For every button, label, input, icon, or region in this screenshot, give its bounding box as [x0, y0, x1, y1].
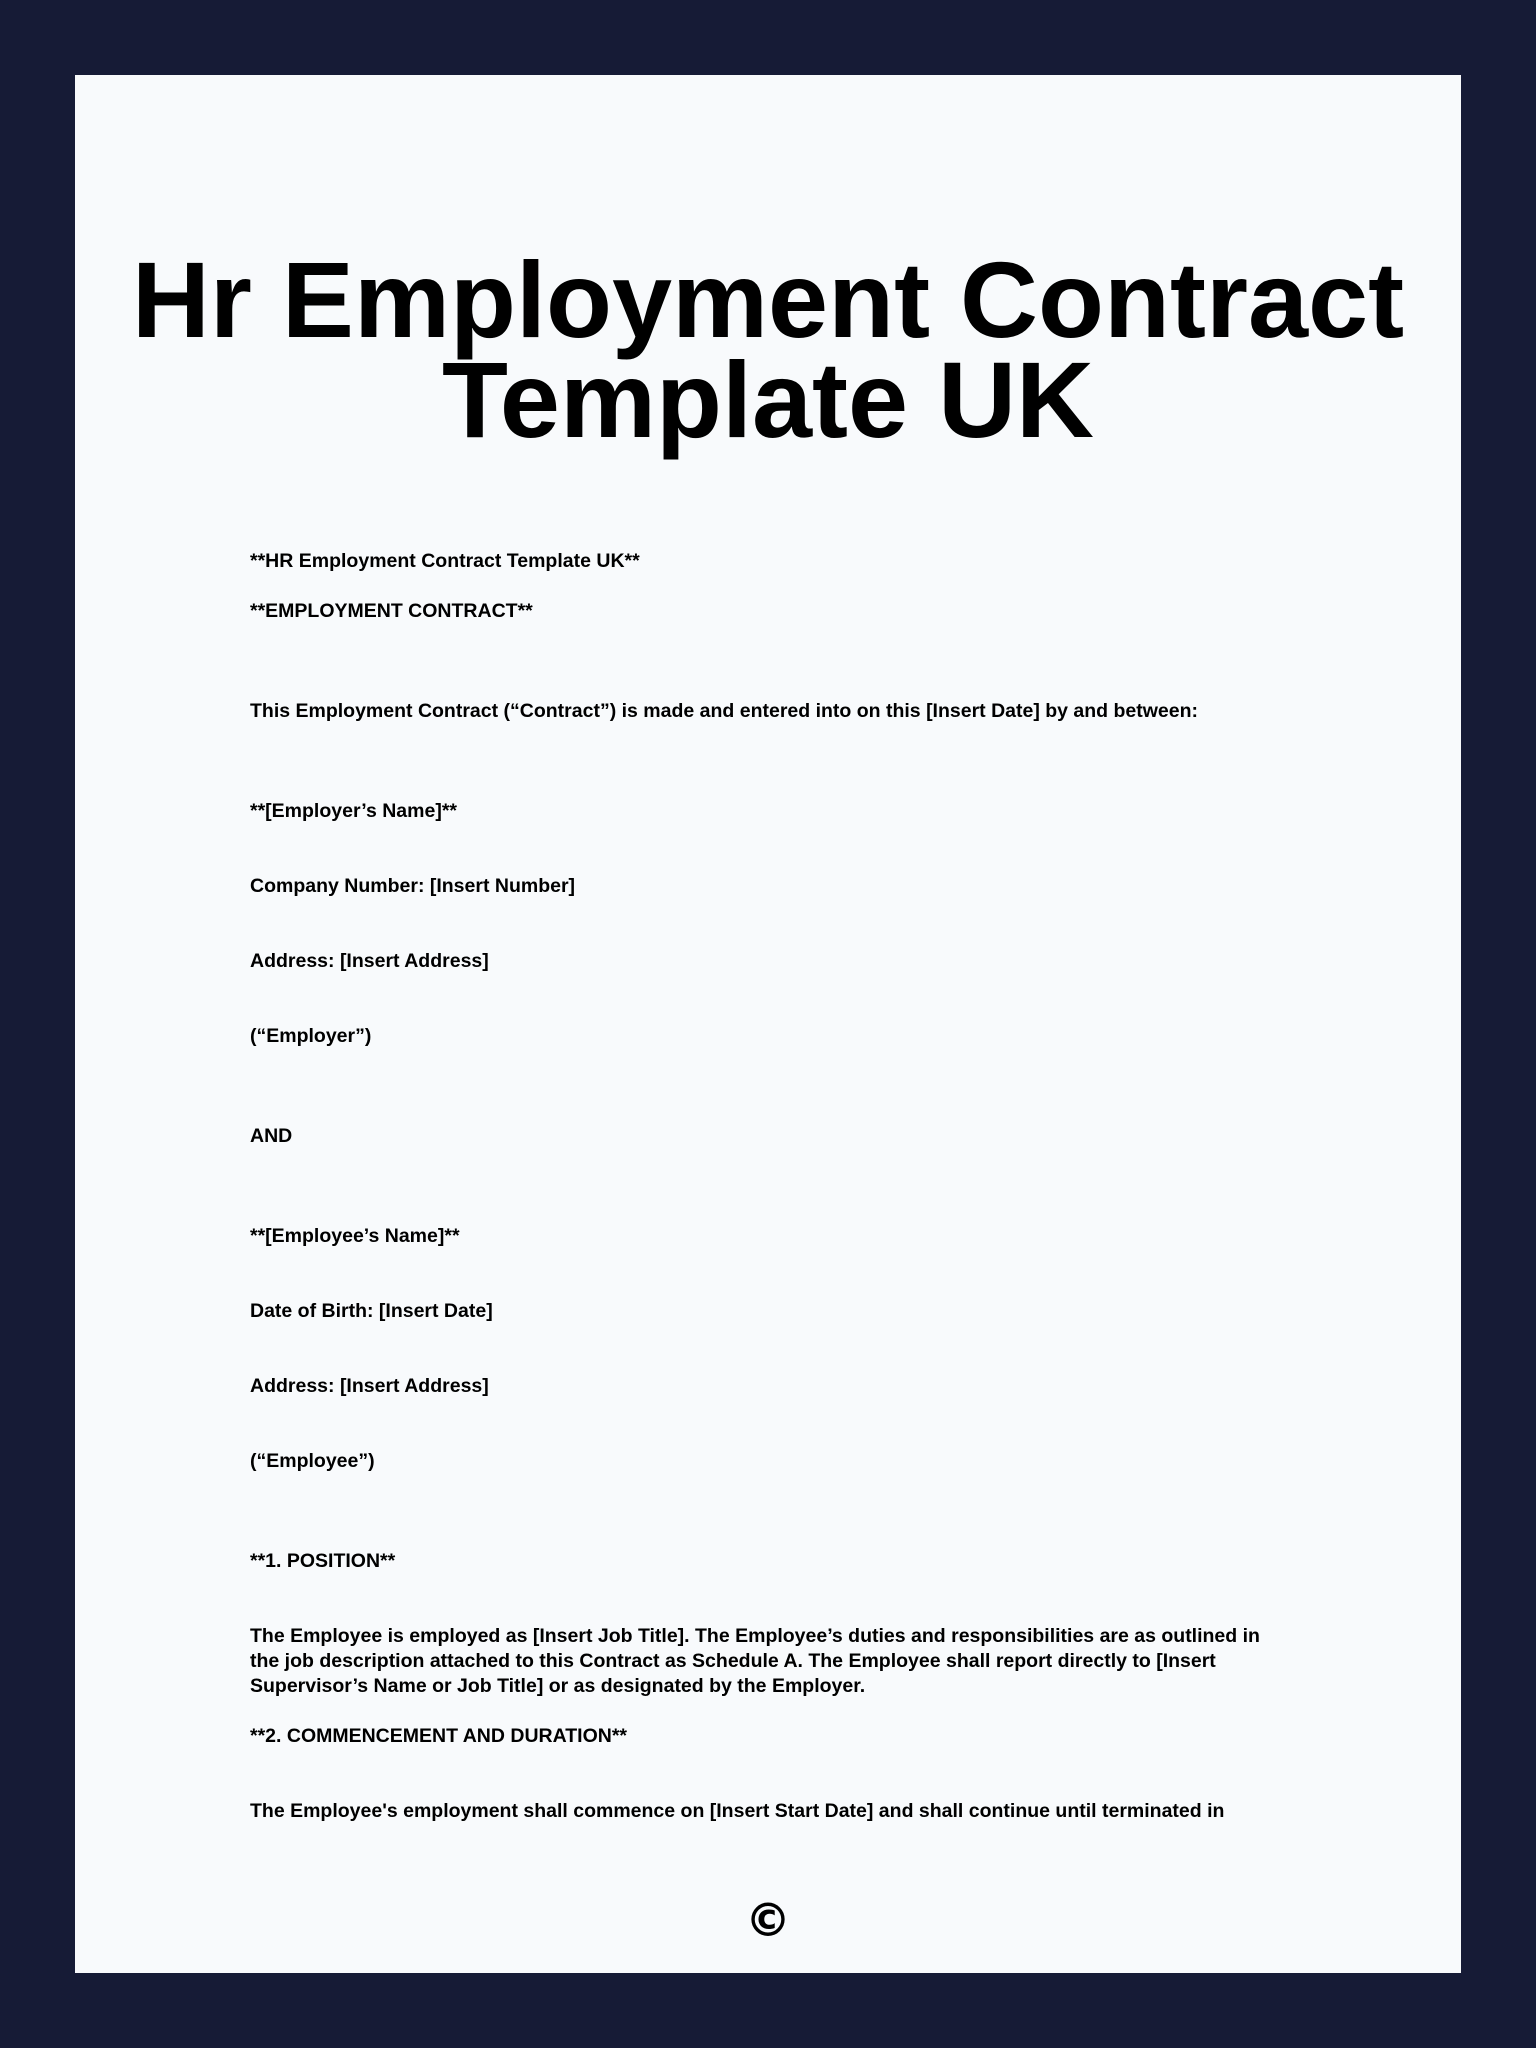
section-2-heading: **2. COMMENCEMENT AND DURATION**: [250, 1725, 628, 1747]
employer-name: **[Employer’s Name]**: [250, 800, 457, 822]
document-page: [75, 75, 1461, 1973]
intro-paragraph: This Employment Contract (“Contract”) is made and entered into on this [Insert Date] by and between:: [250, 700, 1199, 722]
title-line-1: Hr Employment Contract: [131, 239, 1405, 360]
document-heading: **HR Employment Contract Template UK**: [250, 550, 640, 572]
company-number: Company Number: [Insert Number]: [250, 875, 576, 897]
employer-address: Address: [Insert Address]: [250, 950, 489, 972]
title-line-2: Template UK: [441, 339, 1095, 460]
employee-name: **[Employee’s Name]**: [250, 1225, 460, 1247]
contract-heading: **EMPLOYMENT CONTRACT**: [250, 600, 533, 622]
employee-address: Address: [Insert Address]: [250, 1375, 489, 1397]
section-1-heading: **1. POSITION**: [250, 1550, 396, 1572]
section-1-text: The Employee is employed as [Insert Job Title]. The Employee’s duties and responsibilities are as outlined in the job description attached to this Contract as Schedule A. The Employee shall report directly to [Insert Supervisor’s Name or Job Title] or as designated by the Employer.: [250, 1625, 1260, 1697]
copyright-icon: ©: [745, 1893, 791, 1947]
document-title: [75, 239, 1461, 460]
employer-label: (“Employer”): [250, 1025, 372, 1047]
section-2-text: The Employee's employment shall commence on [Insert Start Date] and shall continue until terminated in: [250, 1800, 1225, 1822]
and-separator: AND: [250, 1125, 293, 1147]
date-of-birth: Date of Birth: [Insert Date]: [250, 1300, 493, 1322]
employee-label: (“Employee”): [250, 1450, 375, 1472]
